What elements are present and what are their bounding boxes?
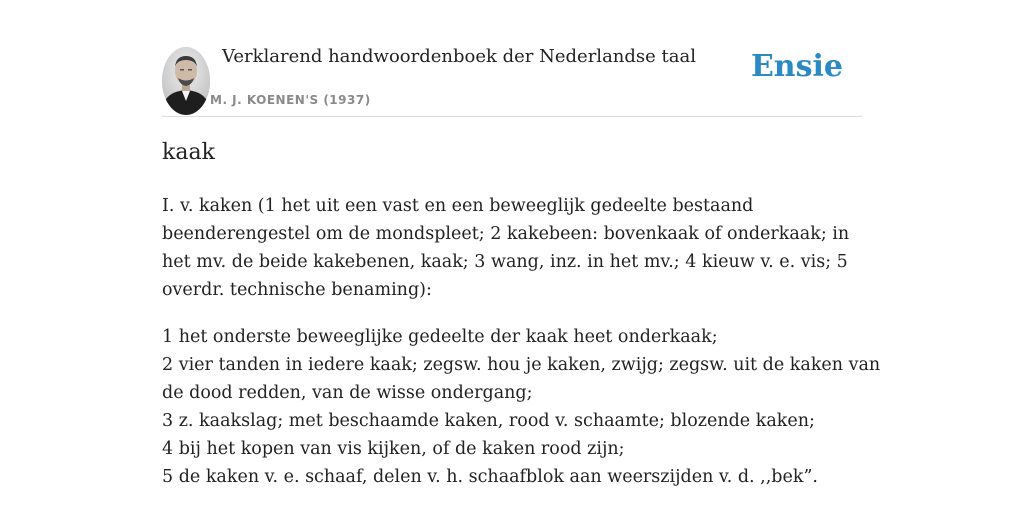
example-item: 5 de kaken v. e. schaaf, delen v. h. schaafblok aan weerszijden v. d. ,,bek”.: [162, 467, 818, 487]
example-item: 3 z. kaakslag; met beschaamde kaken, rood v. schaamte; blozende kaken;: [162, 411, 815, 431]
entry-definition: I. v. kaken (1 het uit een vast en een beweeglijk gedeelte bestaand beenderengestel om de mondspleet; 2 kakebeen: bovenkaak of onderkaak; in het mv. de beide kakebenen, kaak; 3 wang, inz. in het mv.; 4 kieuw v. e. vis; 5 overdr. technische benaming):: [162, 196, 850, 300]
author-portrait-image: [162, 47, 210, 115]
entry-headword: kaak: [162, 140, 215, 165]
dictionary-header: [162, 42, 862, 117]
book-title: Verklarend handwoordenboek der Nederlandse taal: [222, 46, 696, 67]
example-item: 1 het onderste beweeglijke gedeelte der kaak heet onderkaak;: [162, 327, 718, 347]
author-portrait: [162, 47, 210, 115]
example-item: 2 vier tanden in iedere kaak; zegsw. hou je kaken, zwijg; zegsw. uit de kaken van de dood redden, van de wisse ondergang;: [162, 355, 881, 403]
ensie-logo-link[interactable]: Ensie: [750, 49, 843, 84]
entry-examples: [162, 323, 882, 491]
author-credit: M. J. KOENEN'S (1937): [210, 93, 371, 107]
example-item: 4 bij het kopen van vis kijken, of de kaken rood zijn;: [162, 439, 625, 459]
